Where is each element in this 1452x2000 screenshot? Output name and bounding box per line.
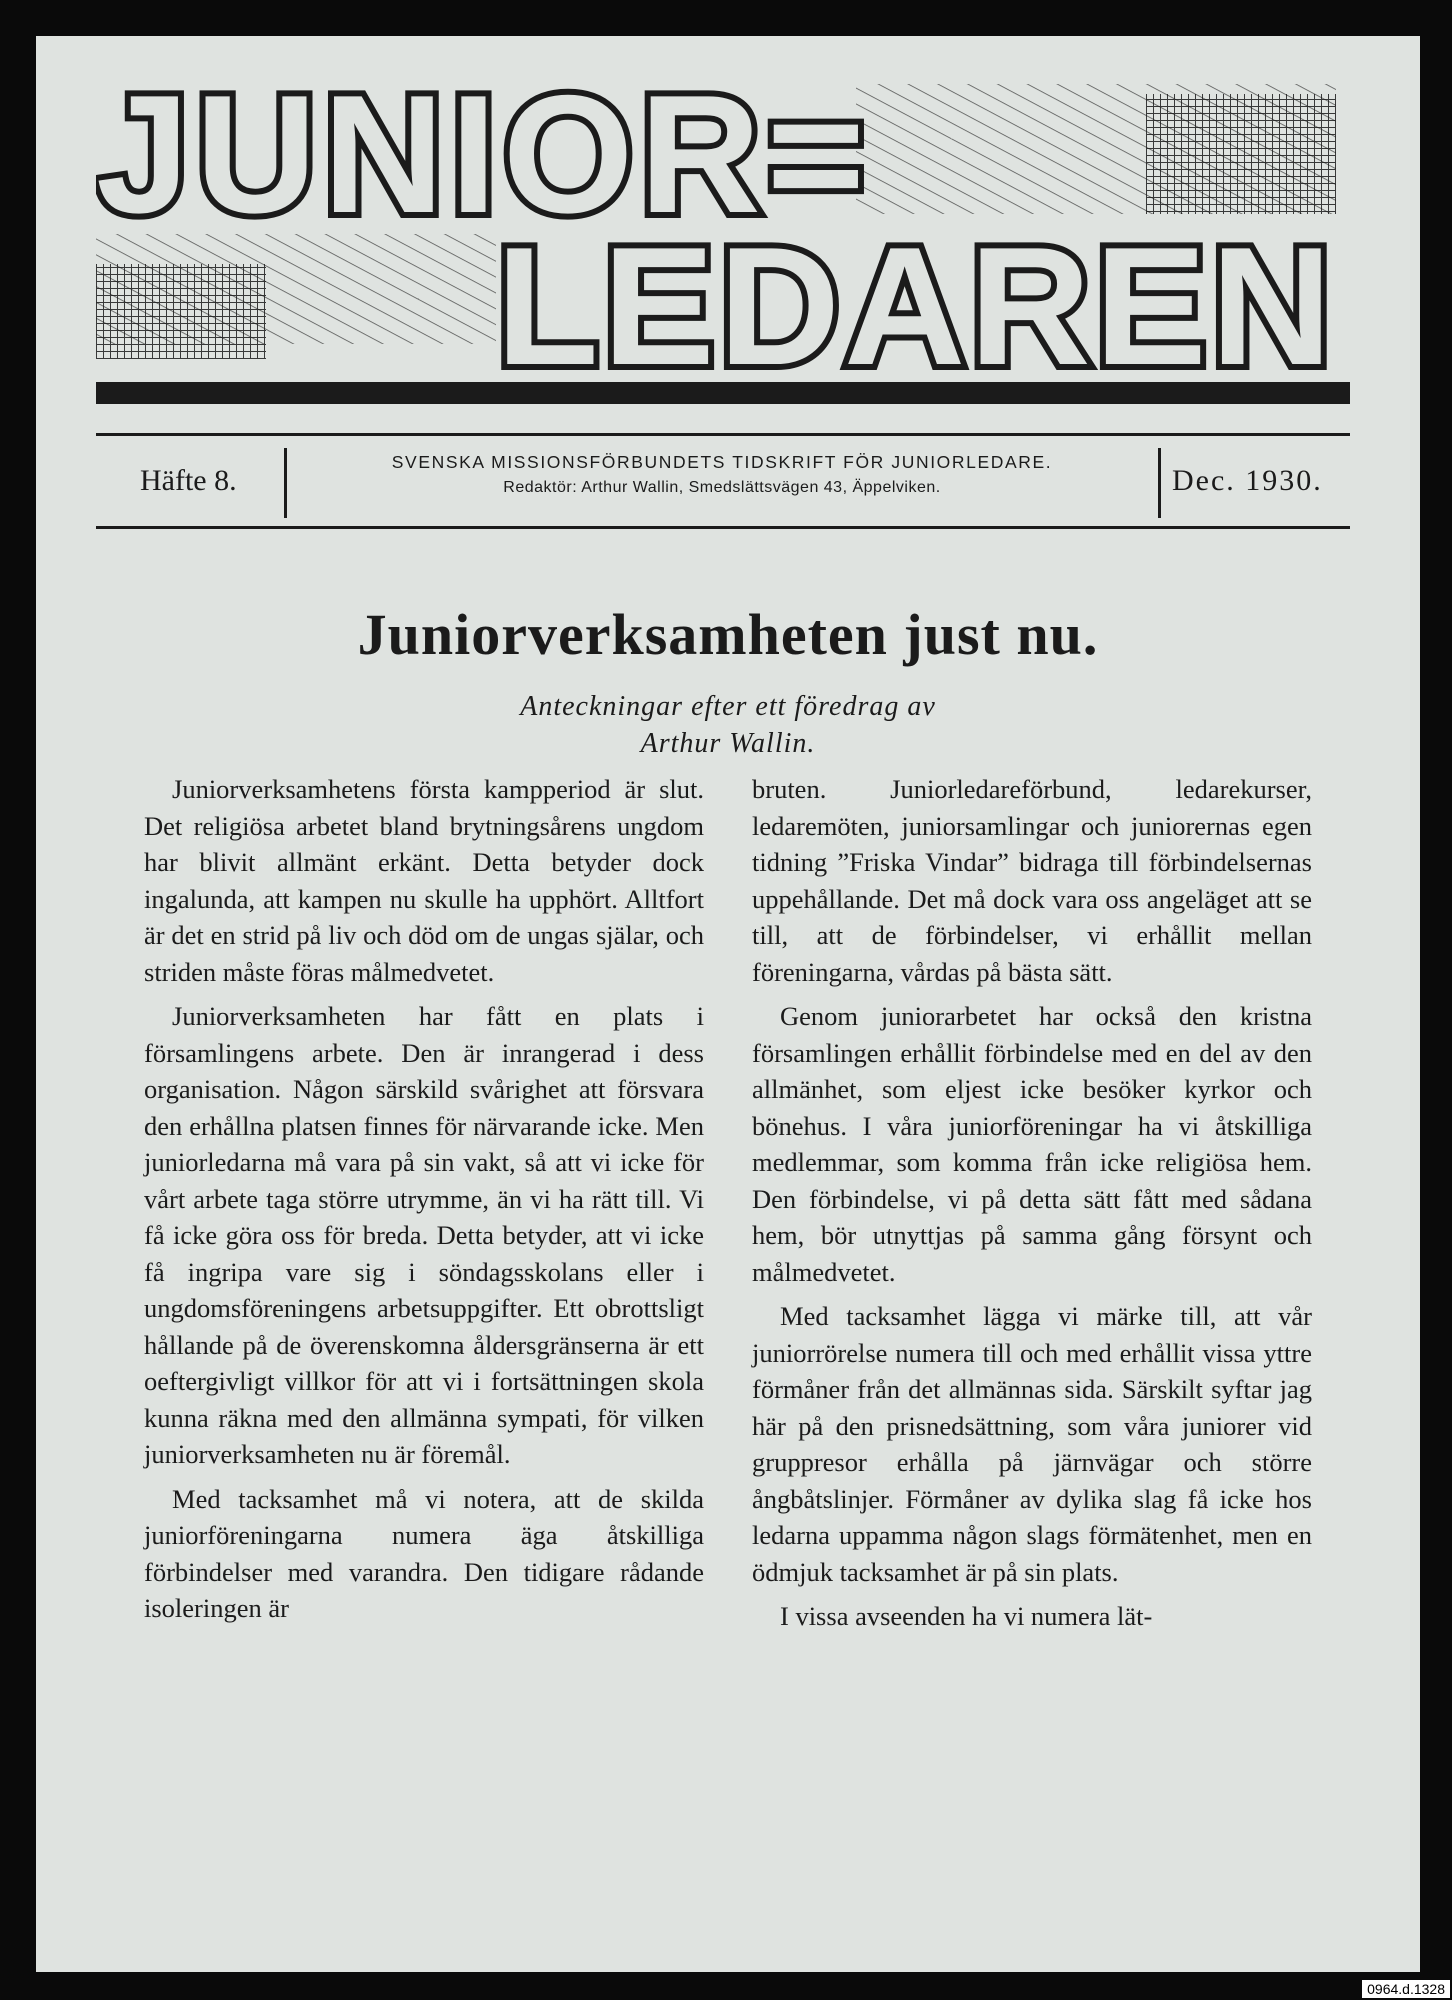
masthead-line2: LEDAREN [496,212,1337,400]
article-subtitle [36,688,1420,762]
paragraph: bruten. Juniorledareförbund, ledarekurser, ledaremöten, juniorsamlingar och juniorernas egen tidning ”Friska Vindar” bidraga till förbindelsernas uppehållande. Det må dock vara oss angeläget att se till, att de förbindelser, vi erhållit mellan föreningarna, vårdas på bästa sätt. [752,774,1312,987]
paragraph: Juniorverksamhetens första kampperiod är slut. Det religiösa arbetet bland brytningsårens ungdom har blivit allmänt erkänt. Detta betyder dock ingalunda, att kampen nu skulle ha upphört. Alltfort är det en strid på liv och död om de ungas själar, och striden måste föras målmedvetet. [144,774,704,987]
masthead-line1: JUNIOR= [96,64,871,248]
article-title: Juniorverksamheten just nu. [357,602,1099,667]
right-column [752,771,1312,1643]
archive-code-label: 0964.d.1328 [1362,1980,1450,1998]
divider [1158,448,1161,518]
issue-info-bar [96,433,1350,529]
publisher-line: SVENSKA MISSIONSFÖRBUNDETS TIDSKRIFT FÖR JUNIORLEDARE. [391,452,1053,472]
publisher-info [296,452,1148,497]
paragraph: Med tacksamhet lägga vi märke till, att vår juniorrörelse numera till och med erhållit vissa yttre förmåner från det allmännas sida. Särskilt syftar jag här på den prisnedsättning, som våra juniorer vid gruppresor erhålla på järnvägar och större ångbåtslinjer. Förmåner av dylika slag få icke hos ledarna uppamma någon slags förmätenhet, men en ödmjuk tacksamhet är på sin plats. [752,1301,1312,1587]
paragraph: Med tacksamhet må vi notera, att de skilda juniorföreningarna numera äga åtskilliga förbindelser med varandra. Den tidigare rådande isoleringen är [144,1483,704,1623]
divider [284,448,287,518]
masthead [96,64,1350,404]
subtitle-line: Anteckningar efter ett föredrag av [520,691,936,722]
issue-date: Dec. 1930. [1172,464,1323,497]
magazine-page [36,36,1420,1972]
subtitle-author: Arthur Wallin. [640,728,816,759]
paragraph: Genom juniorarbetet har också den kristna församlingen erhållit förbindelse med en del av den allmänhet, som eljest icke besöker kyrkor och bönehus. I våra juniorföreningar ha vi åtskilliga medlemmar, som komma från icke religiösa hem. Den förbindelse, vi på detta sätt fått med sådana hem, bör utnyttjas på samma gång försynt och målmedvetet. [752,1001,1312,1287]
editor-line: Redaktör: Arthur Wallin, Smedslättsvägen 43, Äppelviken. [503,479,941,496]
issue-number: Häfte 8. [140,464,237,497]
left-column [144,771,704,1635]
masthead-artwork [96,64,1350,404]
paragraph: Juniorverksamheten har fått en plats i församlingens arbete. Den är inrangerad i dess organisation. Någon särskild svårighet att försvara den erhållna platsen finnes för närvarande icke. Men juniorledarna må vara på sin vakt, så att vi icke för vårt arbete taga större utrymme, än vi ha rätt till. Vi få icke göra oss för breda. Detta betyder, att vi icke få ingripa vare sig i söndagsskolans eller i ungdomsföreningens arbetsuppgifter. Ett obrottsligt hållande på de överenskomna åldersgränserna är ett oeftergivligt villkor för att vi i fortsättningen skola kunna räkna med den allmänna sympati, för vilken juniorverksamheten nu är föremål. [144,1001,704,1469]
paragraph: I vissa avseenden ha vi numera lät- [780,1601,1153,1631]
